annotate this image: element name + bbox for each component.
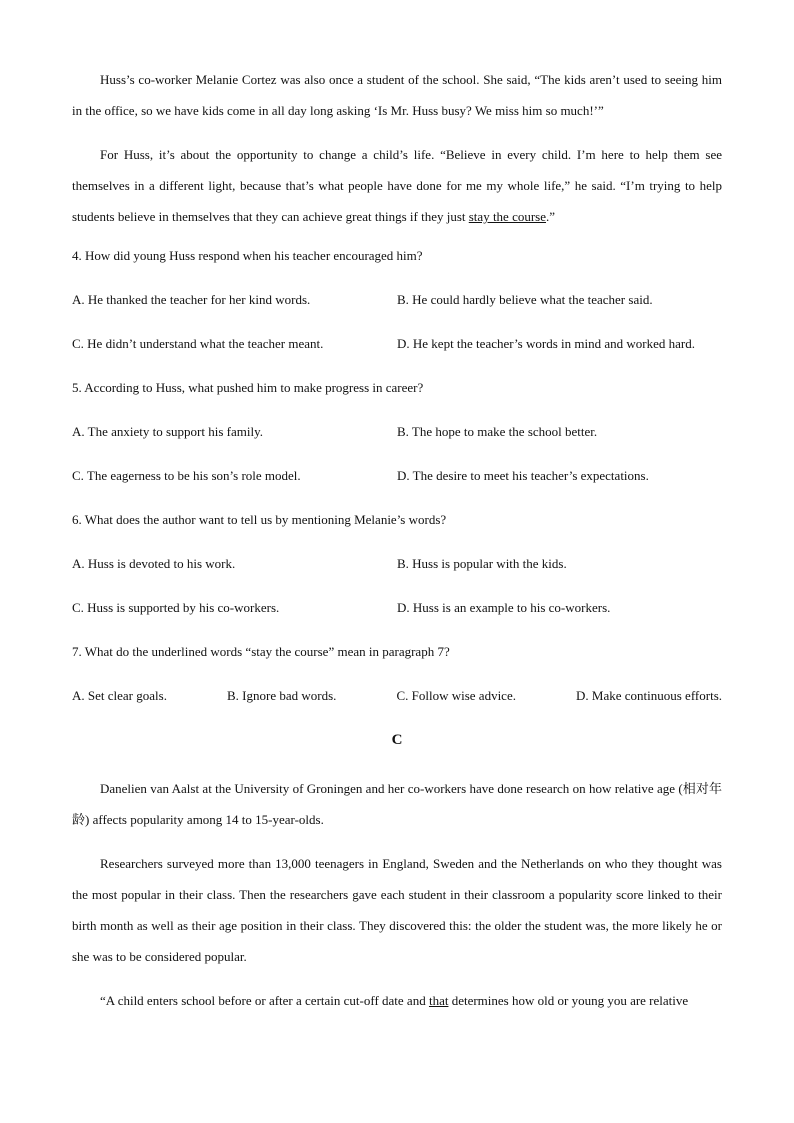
- option-b: B. Huss is popular with the kids.: [397, 556, 567, 571]
- paragraph-survey: Researchers surveyed more than 13,000 teenagers in England, Sweden and the Netherlands on who they thought was the most popular in their class. Then the researchers gave each student in their classroom a popularity score linked to their birth month as well as their age position in their class. They discovered this: the older the student was, the more likely he or she was to be considered popular.: [72, 856, 722, 964]
- option-b: B. Ignore bad words.: [227, 688, 337, 703]
- question-5: 5. According to Huss, what pushed him to make progress in career?: [72, 380, 424, 395]
- option-d: D. The desire to meet his teacher’s expectations.: [397, 468, 649, 483]
- paragraph-text: For Huss, it’s about the opportunity to change a child’s life. “Believe in every child. I’m here to help them see themselves in a different light, because that’s what people have done for me my whole life,” he said. “I’m trying to help students believe in themselves that they can achieve great things if they just: [72, 147, 722, 224]
- option-b: B. He could hardly believe what the teacher said.: [397, 292, 653, 307]
- option-a: A. The anxiety to support his family.: [72, 424, 264, 439]
- option-d: D. He kept the teacher’s words in mind and worked hard.: [397, 336, 695, 351]
- option-c: C. Follow wise advice.: [396, 688, 516, 703]
- option-a: A. He thanked the teacher for her kind words.: [72, 292, 311, 307]
- document-body: [72, 64, 722, 1029]
- option-d: D. Huss is an example to his co-workers.: [397, 600, 611, 615]
- paragraph-text: “A child enters school before or after a certain cut-off date and: [100, 993, 429, 1008]
- option-c: C. The eagerness to be his son’s role model.: [72, 468, 301, 483]
- question-5-options: [72, 421, 722, 509]
- option-c: C. He didn’t understand what the teacher meant.: [72, 336, 324, 351]
- question-4: 4. How did young Huss respond when his teacher encouraged him?: [72, 248, 423, 263]
- question-7-options: [72, 685, 722, 707]
- paragraph-text-end: determines how old or young you are relative: [448, 993, 689, 1008]
- underlined-phrase: stay the course: [468, 209, 547, 224]
- paragraph-huss-opportunity: [72, 139, 722, 232]
- paragraph-cutoff: [72, 985, 722, 1016]
- underlined-word: that: [428, 993, 449, 1008]
- section-heading: C: [391, 732, 403, 748]
- option-d: D. Make continuous efforts.: [576, 688, 722, 703]
- question-7: 7. What do the underlined words “stay the course” mean in paragraph 7?: [72, 644, 450, 659]
- option-a: A. Set clear goals.: [72, 688, 167, 703]
- paragraph-text-end: .”: [546, 209, 556, 224]
- question-4-options: [72, 289, 722, 377]
- paragraph-melanie-quote: Huss’s co-worker Melanie Cortez was also once a student of the school. She said, “The kids aren’t used to seeing him in the office, so we have kids come in all day long asking ‘Is Mr. Huss busy? We miss him so much!’”: [72, 72, 722, 118]
- paragraph-relative-age: Danelien van Aalst at the University of Groningen and her co-workers have done research on how relative age (相对年龄) affects popularity among 14 to 15-year-olds.: [72, 781, 722, 827]
- option-c: C. Huss is supported by his co-workers.: [72, 600, 280, 615]
- option-a: A. Huss is devoted to his work.: [72, 556, 236, 571]
- option-b: B. The hope to make the school better.: [397, 424, 598, 439]
- question-6: 6. What does the author want to tell us by mentioning Melanie’s words?: [72, 512, 447, 527]
- question-6-options: [72, 553, 722, 641]
